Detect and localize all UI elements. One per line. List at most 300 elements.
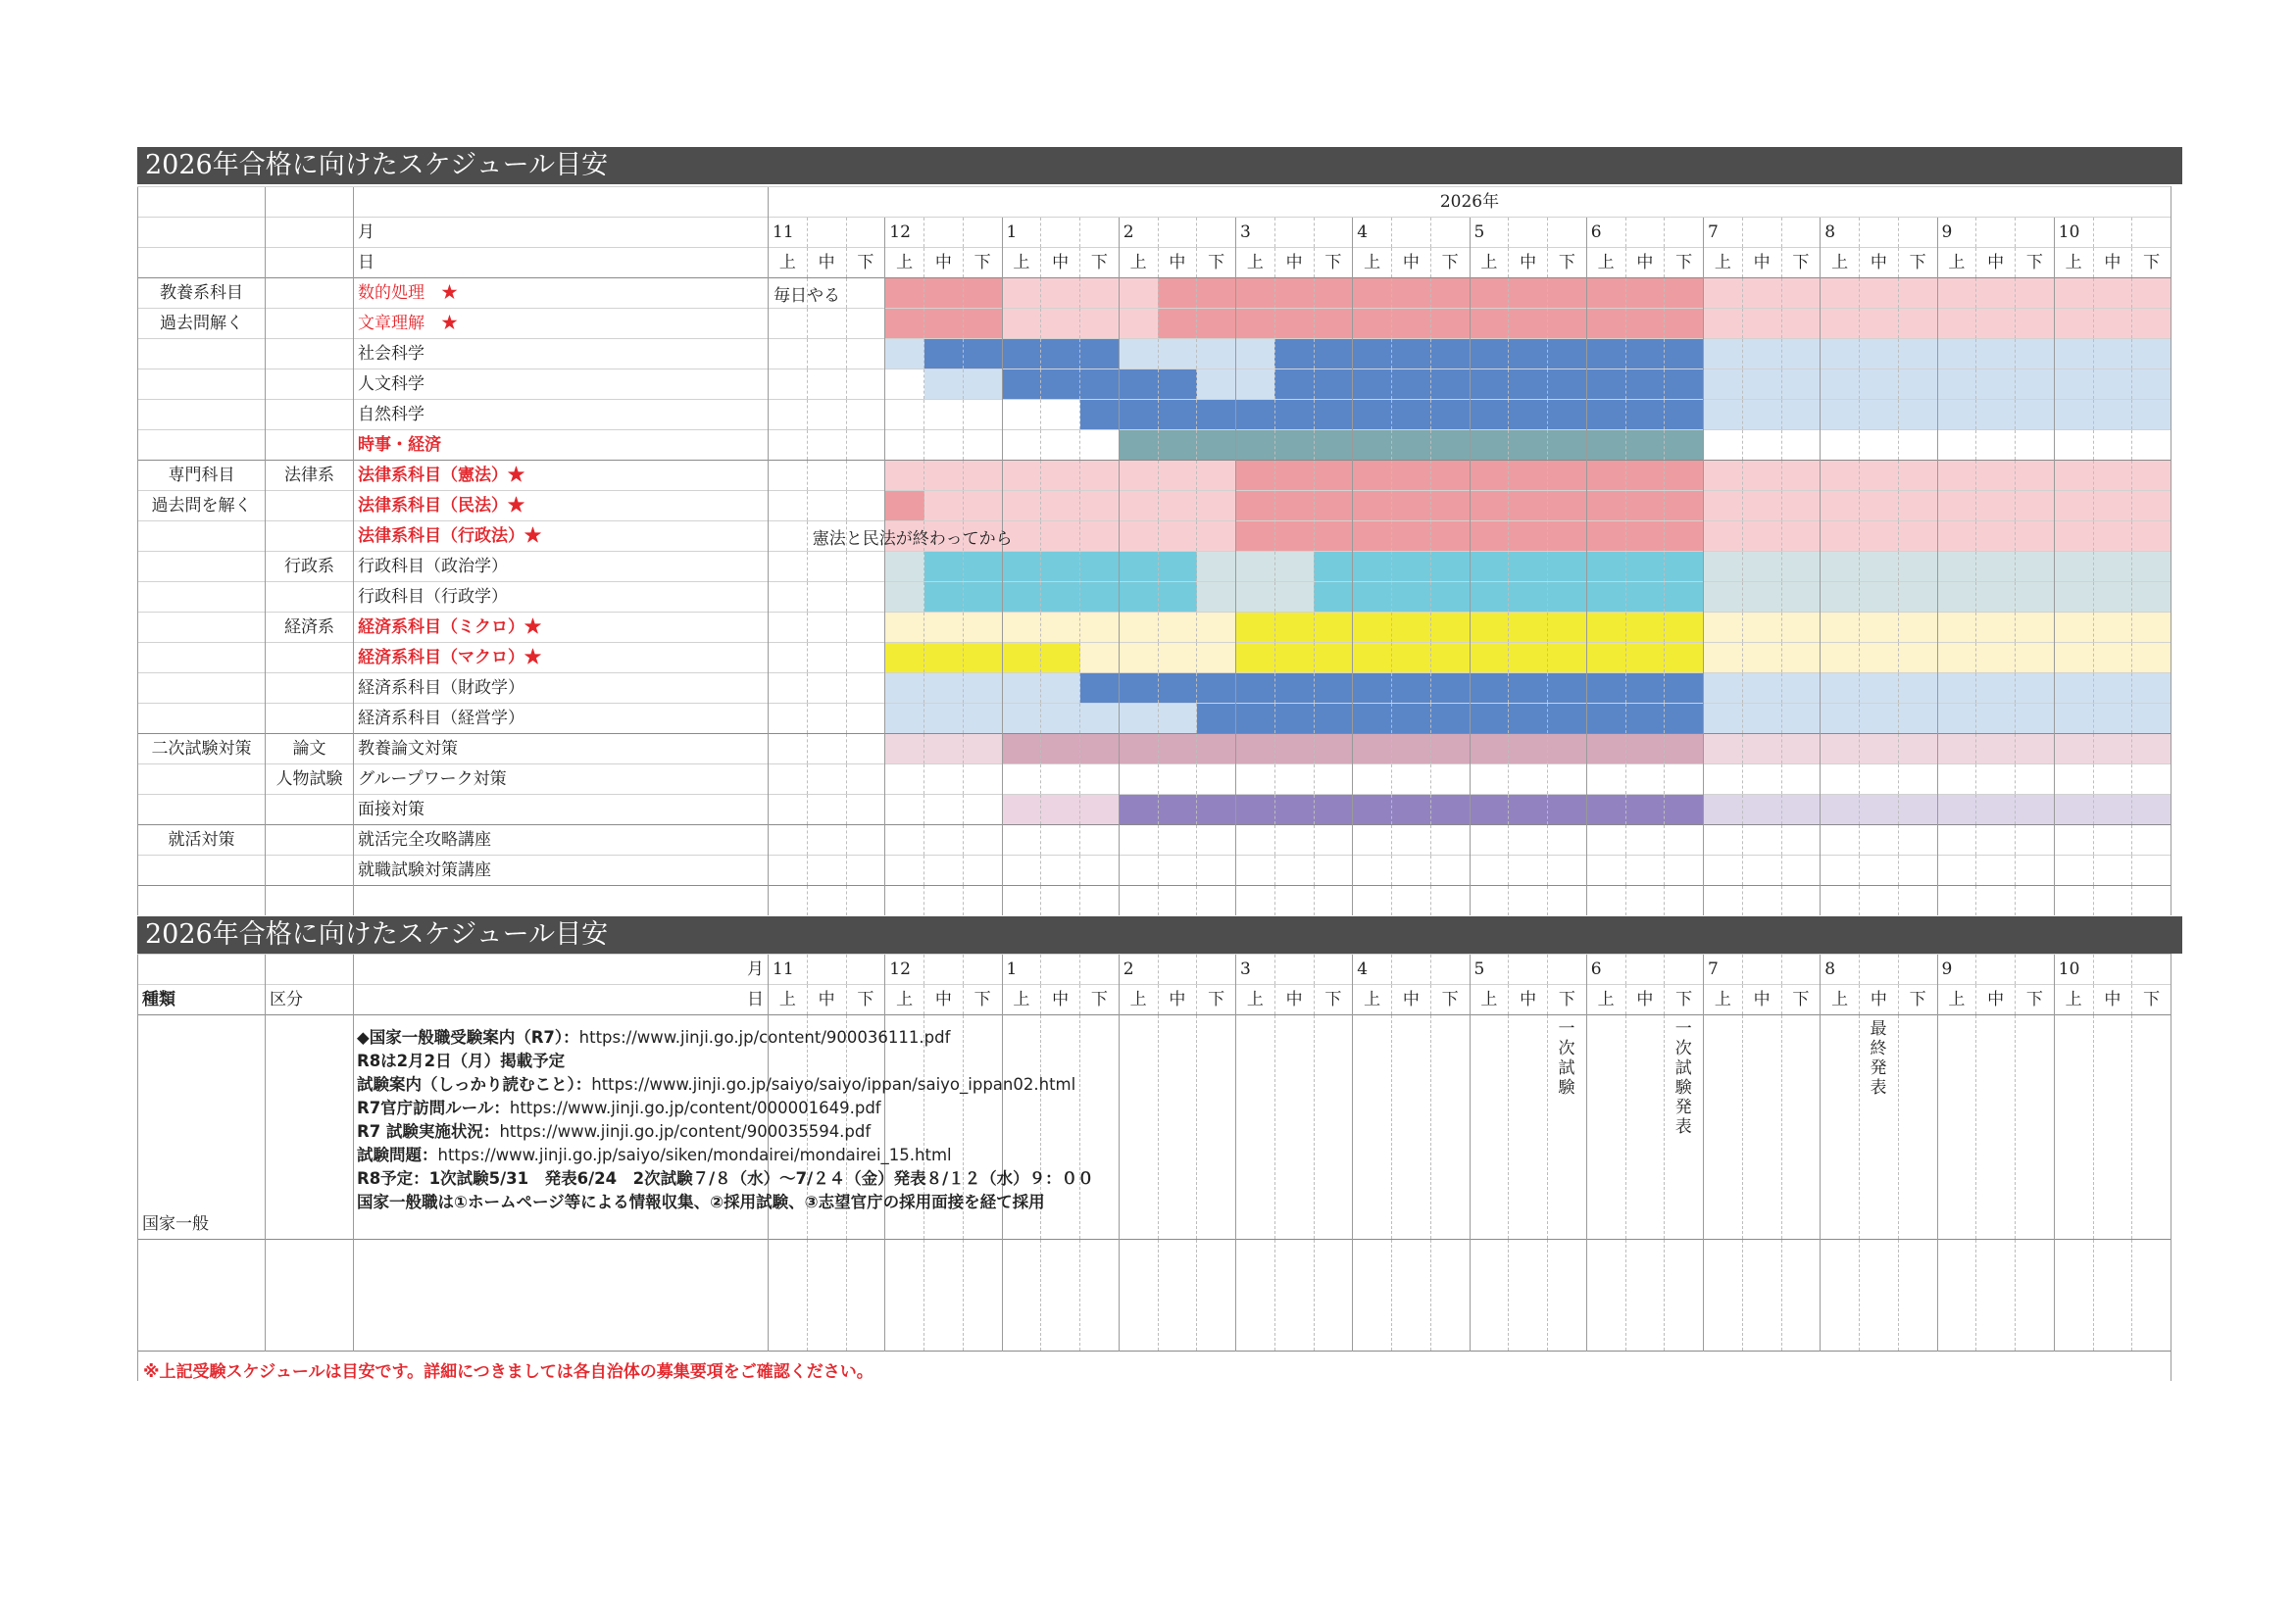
month-row <box>138 955 2171 985</box>
schedule-cell <box>885 400 924 430</box>
schedule-cell <box>1197 613 1236 643</box>
exam-info-block <box>357 1026 1094 1214</box>
schedule-cell <box>885 369 924 400</box>
blank-cell <box>924 955 964 985</box>
subject-label: 就活完全攻略講座 <box>354 825 769 856</box>
schedule-cell <box>1119 400 1158 430</box>
schedule-cell <box>2016 400 2055 430</box>
blank-cell <box>1430 218 1470 248</box>
schedule-cell <box>2093 339 2132 369</box>
first-result-marker: 一 次 試 験 発 表 <box>1674 1019 1692 1137</box>
schedule-cell <box>1625 825 1665 856</box>
period-label: 中 <box>2093 985 2132 1015</box>
blank-cell <box>1625 955 1665 985</box>
schedule-cell <box>1665 521 1704 552</box>
blank-cell <box>1781 886 1821 916</box>
schedule-cell <box>1704 795 1743 825</box>
info-line-2: 試験案内（しっかり読むこと）：https://www.jinji.go.jp/saiyo/saiyo/ippan/saiyo_ippan02.html <box>357 1075 1076 1094</box>
schedule-cell <box>2054 825 2093 856</box>
period-label: 下 <box>2016 985 2055 1015</box>
schedule-cell <box>1392 673 1431 704</box>
blank-cell <box>1314 886 1353 916</box>
month-label-right: 月 <box>354 955 769 985</box>
schedule-cell <box>807 1240 846 1352</box>
schedule-cell <box>1041 825 1080 856</box>
schedule-cell <box>1430 552 1470 582</box>
first-exam-marker: 一 次 試 験 <box>1558 1019 1575 1098</box>
schedule-cell <box>1274 764 1314 795</box>
schedule-cell <box>2054 613 2093 643</box>
info-line-7: 国家一般職は①ホームページ等による情報収集、②採用試験、③志望官庁の採用面接を経て採用 <box>357 1193 1045 1211</box>
schedule-cell <box>2093 278 2132 309</box>
schedule-cell <box>1158 613 1197 643</box>
schedule-cell <box>807 613 846 643</box>
subject-label: 法律系科目（憲法）★ <box>354 461 769 491</box>
schedule-cell <box>1197 582 1236 613</box>
period-label: 下 <box>963 248 1002 278</box>
schedule-cell <box>846 734 885 764</box>
schedule-cell <box>1898 856 1937 886</box>
schedule-cell <box>2016 856 2055 886</box>
schedule-cell <box>1586 764 1625 795</box>
schedule-cell <box>1353 734 1392 764</box>
schedule-cell <box>1274 825 1314 856</box>
year-label: 2026年 <box>769 187 2171 218</box>
schedule-cell <box>1548 278 1587 309</box>
schedule-cell <box>1548 1240 1587 1352</box>
schedule-cell <box>2054 339 2093 369</box>
schedule-cell <box>1548 430 1587 461</box>
schedule-cell <box>1937 278 1976 309</box>
schedule-cell <box>1898 1240 1937 1352</box>
schedule-cell <box>1041 461 1080 491</box>
schedule-cell <box>885 278 924 309</box>
schedule-cell <box>1625 400 1665 430</box>
schedule-cell <box>1976 856 2016 886</box>
schedule-cell <box>1470 673 1509 704</box>
blank-cell <box>1665 218 1704 248</box>
schedule-cell <box>1704 521 1743 552</box>
period-label: 中 <box>1742 985 1781 1015</box>
schedule-cell <box>1197 643 1236 673</box>
schedule-cell <box>1236 795 1275 825</box>
schedule-cell <box>963 461 1002 491</box>
subject-row <box>138 613 2171 643</box>
period-label: 上 <box>1704 985 1743 1015</box>
schedule-cell <box>2016 309 2055 339</box>
schedule-cell <box>1236 856 1275 886</box>
blank-cell <box>1548 955 1587 985</box>
blank-cell <box>846 955 885 985</box>
schedule-cell <box>1392 1240 1431 1352</box>
schedule-cell <box>1937 582 1976 613</box>
schedule-cell <box>1860 795 1899 825</box>
schedule-cell <box>1742 461 1781 491</box>
schedule-cell <box>807 582 846 613</box>
schedule-cell <box>2054 430 2093 461</box>
schedule-cell <box>1236 491 1275 521</box>
schedule-cell <box>1821 400 1860 430</box>
schedule-cell <box>2054 309 2093 339</box>
subject-label: 経済系科目（財政学） <box>354 673 769 704</box>
schedule-cell <box>963 430 1002 461</box>
schedule-cell <box>1353 856 1392 886</box>
schedule-cell <box>1314 734 1353 764</box>
schedule-cell <box>1821 1015 1860 1240</box>
schedule-cell <box>2016 1015 2055 1240</box>
schedule-cell <box>1821 1240 1860 1352</box>
schedule-cell <box>1625 369 1665 400</box>
schedule-cell <box>1860 673 1899 704</box>
schedule-cell <box>1470 856 1509 886</box>
schedule-cell <box>1002 673 1041 704</box>
schedule-cell <box>1314 461 1353 491</box>
schedule-cell <box>1781 1240 1821 1352</box>
schedule-cell <box>1430 339 1470 369</box>
period-label: 下 <box>1781 248 1821 278</box>
schedule-cell <box>2093 430 2132 461</box>
period-label: 中 <box>1860 985 1899 1015</box>
schedule-cell <box>2093 1015 2132 1240</box>
schedule-cell <box>924 369 964 400</box>
schedule-cell <box>1976 613 2016 643</box>
schedule-cell <box>2016 673 2055 704</box>
blank-cell <box>1586 886 1625 916</box>
schedule-cell <box>1430 643 1470 673</box>
period-label: 中 <box>1976 985 2016 1015</box>
schedule-cell <box>1470 521 1509 552</box>
schedule-cell <box>2016 430 2055 461</box>
schedule-cell <box>807 643 846 673</box>
schedule-cell <box>1704 369 1743 400</box>
period-label: 下 <box>1080 248 1120 278</box>
category-label <box>138 552 266 582</box>
schedule-cell <box>1821 795 1860 825</box>
schedule-cell <box>1470 764 1509 795</box>
blank-cell <box>1665 886 1704 916</box>
schedule-cell <box>924 491 964 521</box>
schedule-cell <box>769 856 808 886</box>
schedule-cell <box>1586 1240 1625 1352</box>
schedule-cell <box>1430 400 1470 430</box>
schedule-cell <box>1625 704 1665 734</box>
schedule-cell <box>1119 309 1158 339</box>
subcategory-label <box>266 673 354 704</box>
subject-label: 文章理解 ★ <box>354 309 769 339</box>
schedule-cell <box>1392 704 1431 734</box>
schedule-cell <box>846 278 885 309</box>
schedule-cell <box>1119 1015 1158 1240</box>
period-label: 下 <box>1197 248 1236 278</box>
schedule-cell <box>1665 764 1704 795</box>
month-label: 11 <box>769 955 808 985</box>
schedule-cell <box>1314 1015 1353 1240</box>
schedule-cell <box>2016 795 2055 825</box>
schedule-cell <box>963 764 1002 795</box>
period-label: 中 <box>1509 985 1548 1015</box>
subcategory-label: 行政系 <box>266 552 354 582</box>
schedule-cell <box>1119 552 1158 582</box>
schedule-cell <box>1274 704 1314 734</box>
schedule-cell <box>2054 491 2093 521</box>
schedule-cell <box>1158 309 1197 339</box>
schedule-cell <box>1742 400 1781 430</box>
schedule-cell <box>1002 734 1041 764</box>
schedule-cell <box>1041 1240 1080 1352</box>
schedule-cell <box>1586 400 1625 430</box>
schedule-cell <box>1197 521 1236 552</box>
schedule-cell <box>2132 825 2171 856</box>
month-label: 8 <box>1821 955 1860 985</box>
blank-cell <box>1197 886 1236 916</box>
subcategory-label <box>266 856 354 886</box>
schedule-cell <box>1197 400 1236 430</box>
schedule-cell <box>1470 400 1509 430</box>
schedule-cell <box>1586 278 1625 309</box>
schedule-cell <box>1976 643 2016 673</box>
schedule-cell <box>1470 339 1509 369</box>
period-label: 上 <box>1470 248 1509 278</box>
schedule-cell <box>1625 521 1665 552</box>
subject-row <box>138 643 2171 673</box>
schedule-cell <box>2093 856 2132 886</box>
schedule-cell <box>1704 734 1743 764</box>
subject-row <box>138 491 2171 521</box>
schedule-cell <box>1002 1240 1041 1352</box>
schedule-cell <box>1509 491 1548 521</box>
schedule-cell <box>1119 339 1158 369</box>
schedule-cell <box>1430 521 1470 552</box>
schedule-cell <box>1821 461 1860 491</box>
schedule-cell <box>1898 734 1937 764</box>
schedule-cell <box>1704 856 1743 886</box>
schedule-cell <box>769 461 808 491</box>
schedule-cell <box>1314 1240 1353 1352</box>
schedule-cell <box>1860 400 1899 430</box>
schedule-cell <box>1665 400 1704 430</box>
schedule-cell <box>1353 369 1392 400</box>
blank-cell <box>1158 218 1197 248</box>
period-label: 上 <box>1353 985 1392 1015</box>
schedule-cell <box>1742 795 1781 825</box>
schedule-cell <box>2016 369 2055 400</box>
period-label: 上 <box>769 985 808 1015</box>
schedule-cell <box>1002 400 1041 430</box>
schedule-cell <box>1742 704 1781 734</box>
schedule-cell <box>1158 369 1197 400</box>
category-label <box>138 339 266 369</box>
schedule-cell <box>1548 704 1587 734</box>
schedule-cell <box>2016 278 2055 309</box>
schedule-cell <box>1274 643 1314 673</box>
schedule-cell <box>2132 521 2171 552</box>
schedule-cell <box>924 461 964 491</box>
schedule-cell <box>1041 339 1080 369</box>
schedule-cell <box>885 339 924 369</box>
schedule-cell <box>1625 339 1665 369</box>
schedule-cell <box>1509 764 1548 795</box>
schedule-cell <box>924 856 964 886</box>
schedule-cell <box>1430 613 1470 643</box>
schedule-cell <box>1625 552 1665 582</box>
schedule-cell <box>807 461 846 491</box>
schedule-cell <box>1742 856 1781 886</box>
schedule-cell <box>2132 704 2171 734</box>
period-label: 中 <box>924 248 964 278</box>
schedule-cell <box>2016 491 2055 521</box>
schedule-cell <box>1430 856 1470 886</box>
schedule-cell <box>846 643 885 673</box>
schedule-cell <box>1002 461 1041 491</box>
schedule-cell <box>1586 825 1625 856</box>
schedule-cell <box>1509 339 1548 369</box>
schedule-cell <box>807 673 846 704</box>
schedule-cell <box>963 309 1002 339</box>
schedule-cell <box>885 764 924 795</box>
period-label: 下 <box>846 985 885 1015</box>
schedule-cell <box>1080 430 1120 461</box>
period-label: 中 <box>1509 248 1548 278</box>
schedule-cell <box>1548 825 1587 856</box>
schedule-cell <box>1586 795 1625 825</box>
schedule-cell <box>1586 613 1625 643</box>
schedule-cell <box>1625 430 1665 461</box>
schedule-cell <box>963 856 1002 886</box>
blank-cell <box>807 955 846 985</box>
schedule-cell <box>1821 764 1860 795</box>
info-line-0: ◆国家一般職受験案内（R7）：https://www.jinji.go.jp/content/900036111.pdf <box>357 1028 951 1047</box>
subject-row <box>138 856 2171 886</box>
subject-label: 法律系科目（行政法）★ <box>354 521 769 552</box>
schedule-cell <box>1548 369 1587 400</box>
blank-cell <box>1704 886 1743 916</box>
category-label <box>138 582 266 613</box>
schedule-cell <box>1158 400 1197 430</box>
blank-cell <box>1742 886 1781 916</box>
blank-cell <box>138 955 266 985</box>
schedule-cell <box>2016 582 2055 613</box>
schedule-cell <box>1274 309 1314 339</box>
schedule-cell <box>1274 582 1314 613</box>
schedule-cell <box>1704 1240 1743 1352</box>
schedule-cell <box>1781 764 1821 795</box>
blank-cell <box>1937 886 1976 916</box>
schedule-cell <box>1236 552 1275 582</box>
schedule-cell <box>1353 339 1392 369</box>
schedule-cell <box>1704 430 1743 461</box>
schedule-cell <box>1197 825 1236 856</box>
schedule-cell <box>1704 704 1743 734</box>
daily-note: 毎日やる <box>774 286 840 306</box>
schedule-cell <box>1860 339 1899 369</box>
schedule-cell <box>885 795 924 825</box>
schedule-cell <box>1742 552 1781 582</box>
schedule-cell <box>1002 339 1041 369</box>
period-label: 中 <box>1158 985 1197 1015</box>
schedule-cell <box>1976 704 2016 734</box>
schedule-cell <box>1898 461 1937 491</box>
schedule-cell <box>1197 552 1236 582</box>
schedule-cell <box>1392 369 1431 400</box>
schedule-cell <box>924 643 964 673</box>
schedule-cell <box>963 369 1002 400</box>
schedule-cell <box>1392 795 1431 825</box>
schedule-cell <box>807 309 846 339</box>
schedule-cell <box>963 552 1002 582</box>
schedule-cell <box>1158 1015 1197 1240</box>
schedule-cell <box>769 734 808 764</box>
subcategory-label <box>266 430 354 461</box>
schedule-cell <box>1937 704 1976 734</box>
period-label: 上 <box>1937 985 1976 1015</box>
schedule-cell <box>1898 278 1937 309</box>
blank-cell <box>2132 886 2171 916</box>
schedule-cell <box>1937 825 1976 856</box>
schedule-cell <box>1197 369 1236 400</box>
schedule-cell <box>1937 491 1976 521</box>
schedule-cell <box>1353 764 1392 795</box>
subject-label: 行政科目（行政学） <box>354 582 769 613</box>
schedule-cell <box>1821 704 1860 734</box>
schedule-cell <box>885 491 924 521</box>
schedule-cell <box>1002 491 1041 521</box>
subject-label: 行政科目（政治学） <box>354 552 769 582</box>
period-label: 上 <box>1236 985 1275 1015</box>
subject-label: 経済系科目（マクロ）★ <box>354 643 769 673</box>
schedule-cell <box>1898 369 1937 400</box>
blank-cell <box>1860 886 1899 916</box>
month-label: 3 <box>1236 955 1275 985</box>
schedule-cell <box>2054 764 2093 795</box>
schedule-cell <box>1430 734 1470 764</box>
schedule-cell <box>807 764 846 795</box>
schedule-cell <box>1898 400 1937 430</box>
schedule-cell <box>2016 461 2055 491</box>
schedule-cell <box>1392 825 1431 856</box>
schedule-cell <box>1625 582 1665 613</box>
schedule-cell <box>807 339 846 369</box>
schedule-cell <box>1625 491 1665 521</box>
blank-cell <box>1781 955 1821 985</box>
period-label: 上 <box>1586 985 1625 1015</box>
schedule-cell <box>1080 521 1120 552</box>
period-label: 上 <box>1470 985 1509 1015</box>
blank-cell <box>924 218 964 248</box>
schedule-cell <box>1158 582 1197 613</box>
blank-cell <box>1392 886 1431 916</box>
schedule-cell <box>1781 461 1821 491</box>
schedule-cell <box>2054 582 2093 613</box>
month-label: 1 <box>1002 218 1041 248</box>
schedule-cell <box>1314 704 1353 734</box>
schedule-cell <box>1197 704 1236 734</box>
category-label: 過去問解く <box>138 309 266 339</box>
schedule-cell <box>846 856 885 886</box>
schedule-cell <box>885 613 924 643</box>
schedule-cell <box>1080 278 1120 309</box>
subject-row <box>138 369 2171 400</box>
schedule-cell <box>1548 521 1587 552</box>
schedule-cell <box>1821 673 1860 704</box>
schedule-cell <box>2093 704 2132 734</box>
blank-cell <box>1860 218 1899 248</box>
spacer-row <box>138 886 2171 916</box>
schedule-cell <box>885 643 924 673</box>
schedule-cell <box>1821 309 1860 339</box>
schedule-cell <box>1937 400 1976 430</box>
schedule-cell <box>1119 673 1158 704</box>
schedule-cell <box>1392 856 1431 886</box>
